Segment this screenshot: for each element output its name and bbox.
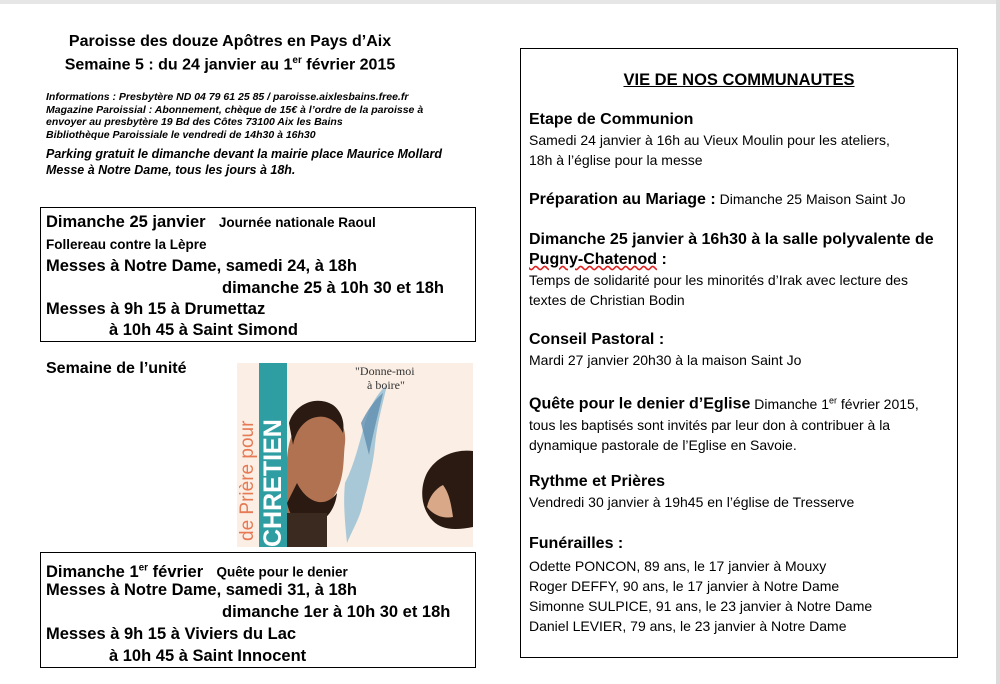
info-line: Informations : Presbytère ND 04 79 61 25 85 / paroisse.aixlesbains.free.fr [46,91,409,103]
section-etape: Etape de Communion Samedi 24 janvier à 16h au Vieux Moulin pour les ateliers, 18h à l’église pour la messe [529,111,890,168]
poster-quote-line2: à boire" [367,378,405,392]
unity-poster-image [237,363,473,547]
sunday-25-box: Dimanche 25 janvier Journée nationale Raoul Follereau contre la Lèpre Messes à Notre Dame, samedi 24, à 18h dimanche 25 à 10h 30 et 18h Messes à 9h 15 à Drumettaz à 10h 45 à Saint Simond [40,207,476,342]
poster-quote-line1: "Donne-moi [355,364,415,378]
funeral-entry: Roger DEFFY, 90 ans, le 17 janvier à Notre Dame [529,578,840,594]
section-quete: Quête pour le denier d’Eglise Dimanche 1er février 2015, tous les baptisés sont invités par leur don à contribuer à la dynamique pastorale de l’Eglise en Savoie. [529,395,919,453]
sunday-1-box: Dimanche 1er février Quête pour le denier Messes à Notre Dame, samedi 31, à 18h dimanche 1er à 10h 30 et 18h Messes à 9h 15 à Viviers du Lac à 10h 45 à Saint Innocent [40,552,476,668]
community-life-title: VIE DE NOS COMMUNAUTES [623,71,855,89]
info-line: Bibliothèque Paroissiale le vendredi de 14h30 à 16h30 [46,128,316,141]
section-rythme: Rythme et Prières Vendredi 30 janvier à 19h45 en l’église de Tresserve [529,473,855,510]
box2-title: Dimanche 1er février [46,562,204,581]
section-funerailles: Funérailles : Odette PONCON, 89 ans, le 17 janvier à Mouxy Roger DEFFY, 90 ans, le 17 janvier à Notre Dame Simonne SULPICE, 91 ans, le 23 janvier à Notre Dame Daniel LEVIER, 79 ans, le 23 janvier à Notre Dame [529,534,949,636]
section-conseil: Conseil Pastoral : Mardi 27 janvier 20h30 à la maison Saint Jo [529,331,802,368]
unity-week-label: Semaine de l’unité [46,360,187,377]
window-top-edge [0,0,1000,4]
poster-band-text: CHRETIEN [259,419,287,547]
parking-note: Parking gratuit le dimanche devant la mairie place Maurice Mollard Messe à Notre Dame, tous les jours à 18h. [46,147,442,177]
info-block [46,91,466,141]
parish-title: Paroisse des douze Apôtres en Pays d’Aix [68,33,392,50]
window-right-edge [996,0,1000,684]
box1-title: Dimanche 25 janvier [46,213,206,231]
funeral-entry: Odette PONCON, 89 ans, le 17 janvier à Mouxy [529,558,827,574]
funeral-entry: Simonne SULPICE, 91 ans, le 23 janvier à Notre Dame [529,598,873,614]
info-line: envoyer au presbytère 19 Bd des Côtes 73100 Aix les Bains [46,116,343,128]
funeral-entry: Daniel LEVIER, 79 ans, le 23 janvier à Notre Dame [529,618,847,634]
info-line: Magazine Paroissial : Abonnement, chèque de 15€ à l’ordre de la paroisse à [46,103,424,116]
section-mariage: Préparation au Mariage : Dimanche 25 Maison Saint Jo [529,191,906,208]
section-pugny: Dimanche 25 janvier à 16h30 à la salle polyvalente de Pugny-Chatenod : Temps de solidarité pour les minorités d’Irak avec lecture des textes de Christian Bodin [529,231,934,308]
week-title: Semaine 5 : du 24 janvier au 1er février 2015 [64,55,396,74]
poster-vertical-text: de Prière pour [237,420,258,541]
community-life-box [520,48,958,658]
